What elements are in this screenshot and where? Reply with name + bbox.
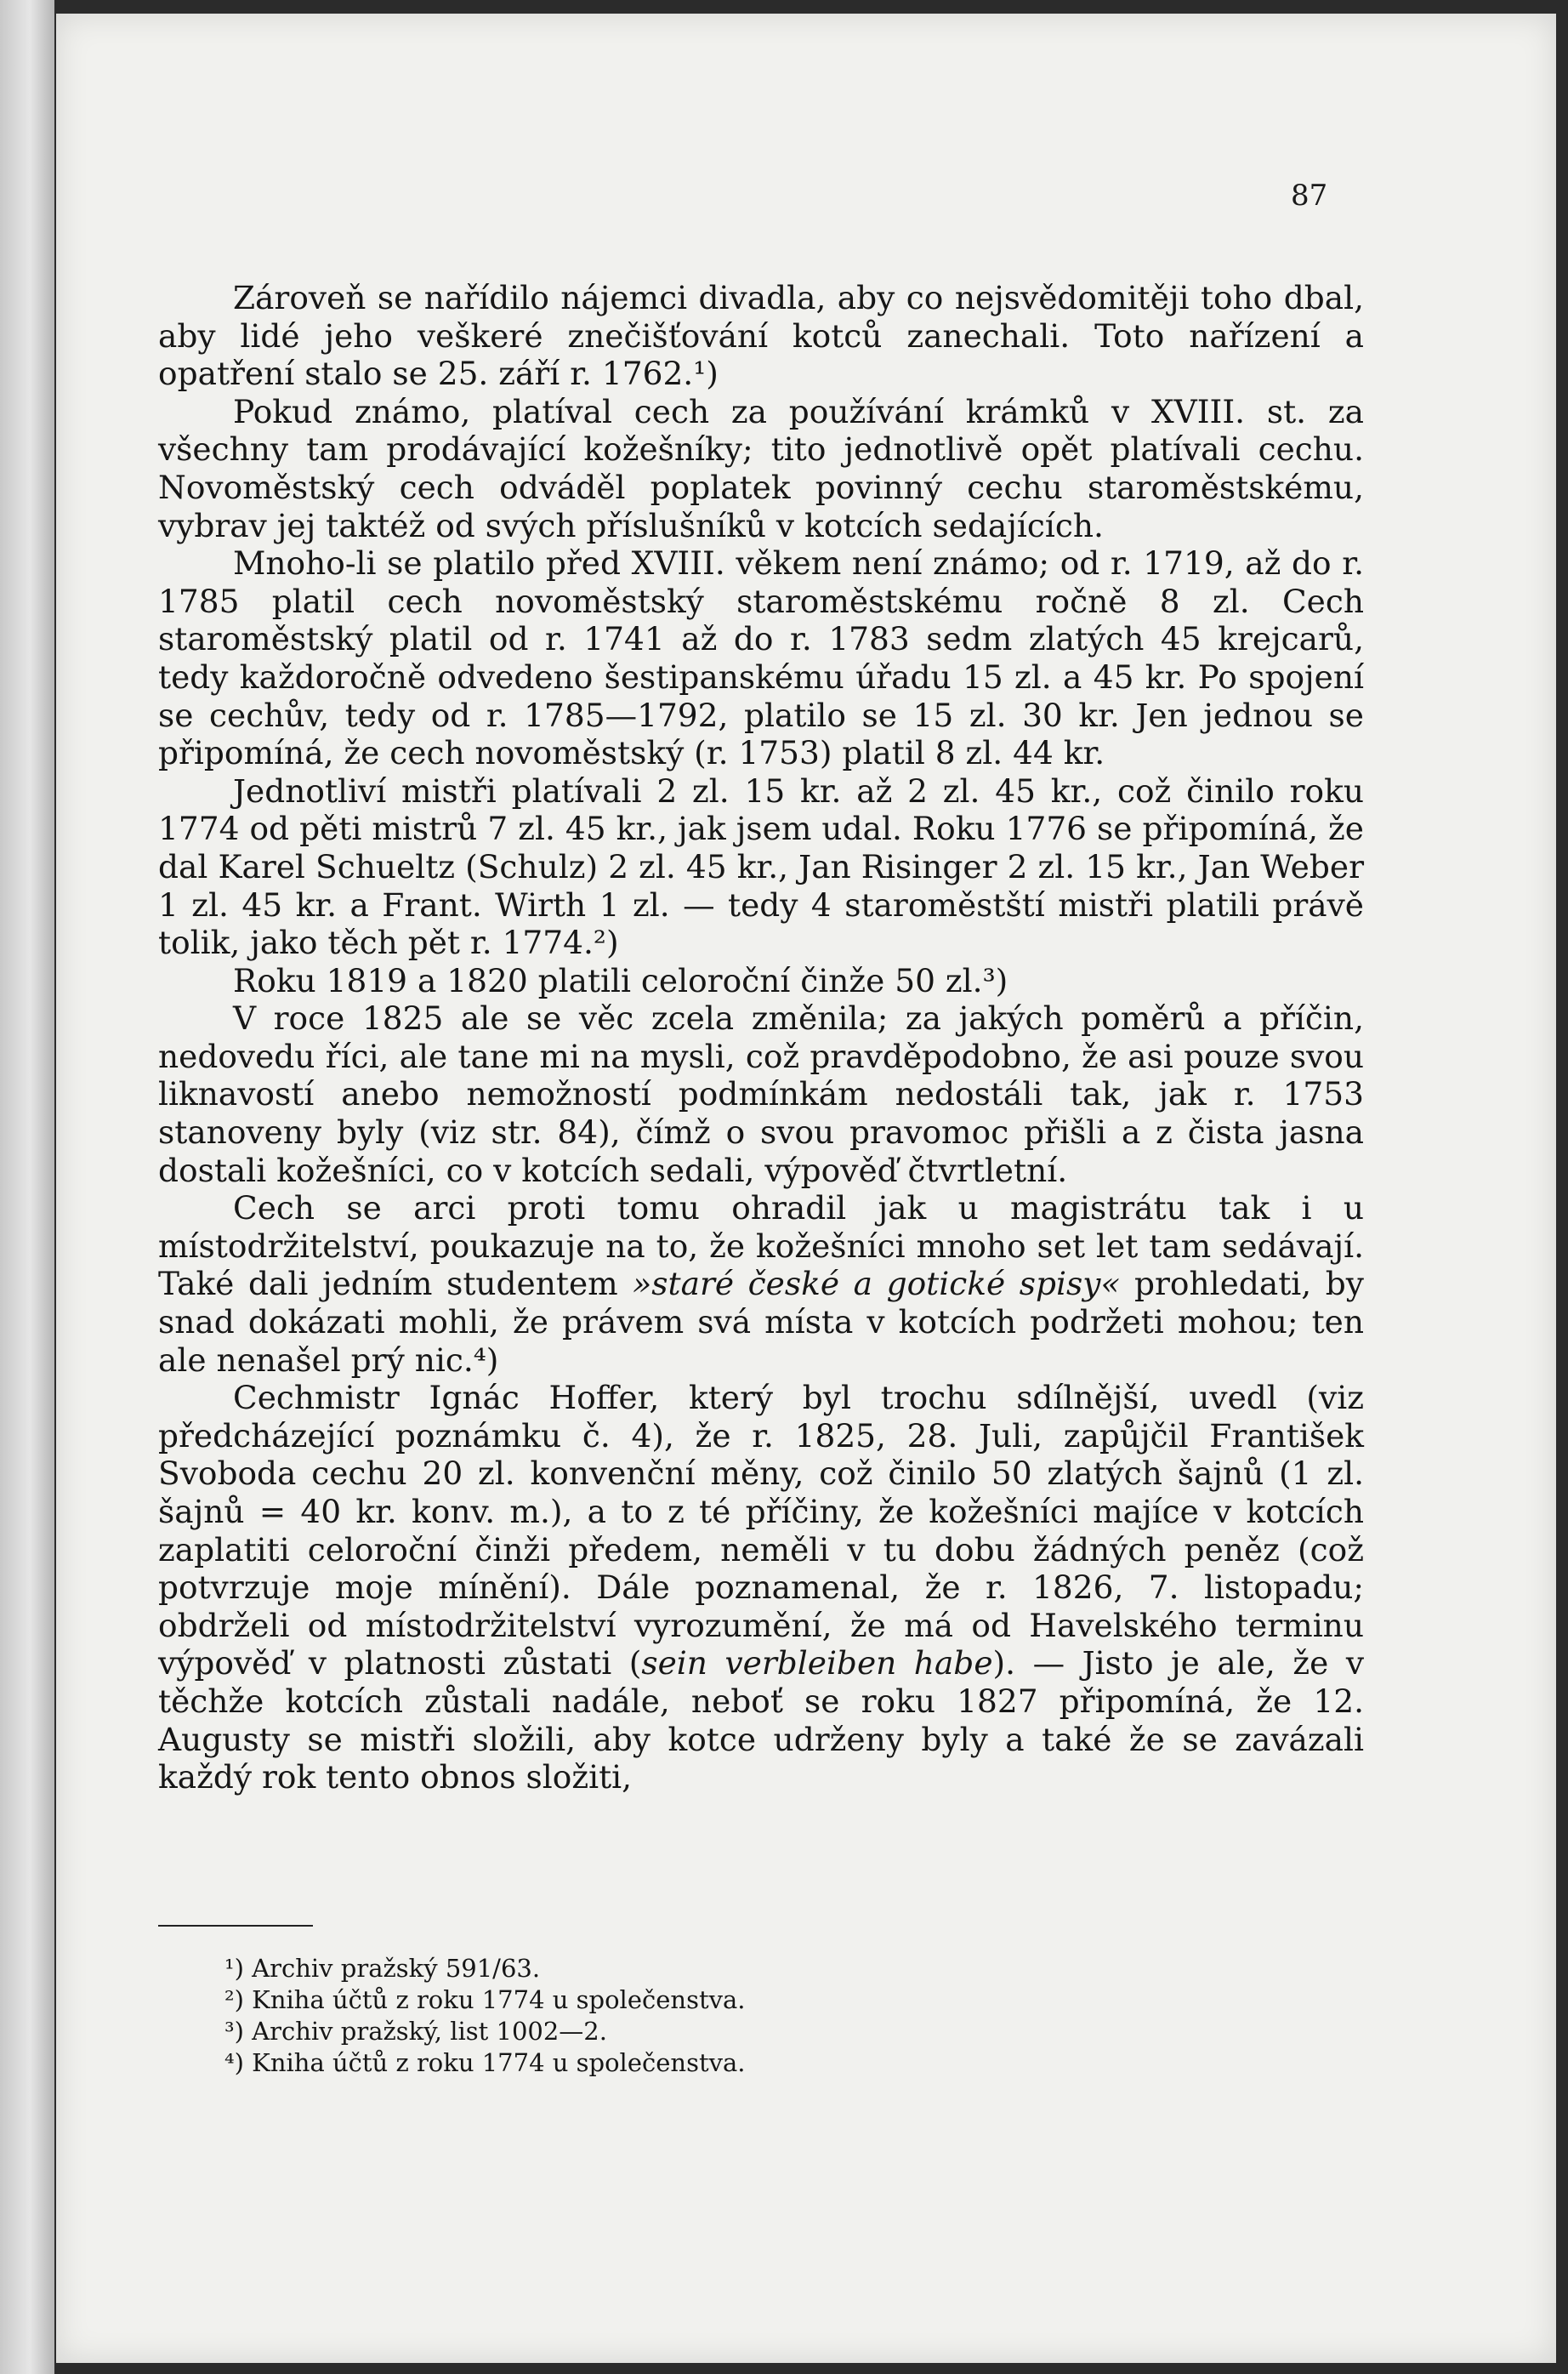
footnote-text: Archiv pražský 591/63. bbox=[252, 1954, 541, 1983]
footnote bbox=[224, 1984, 990, 2016]
paragraph: Roku 1819 a 1820 platili celoroční činže 50 zl.³) bbox=[233, 961, 1008, 999]
paragraph: V roce 1825 ale se věc zcela změnila; za jakých poměrů a příčin, nedovedu říci, ale tane mi na mysli, což pravděpodobno, že asi pouze svou liknavostí anebo nemožností podmínkám nedostáli tak, jak r. 1753 stanoveny byly (viz str. 84), čímž o svou pravomoc přišli a z čista jasna dostali kožešníci, co v kotcích sedali, výpověď čtvrtletní. bbox=[158, 999, 1364, 1189]
paragraph-text: ). — Jisto je ale, že v těchže kotcích zůstali nadále, neboť se roku 1827 připomíná, že 12. Augusty se mistři složili, aby kotce udrženy byly a také že se zavázali každý rok tento obnos složiti, bbox=[158, 1644, 1365, 1796]
footnote bbox=[224, 2016, 990, 2047]
footnote-mark: ³) bbox=[224, 2017, 244, 2046]
footnote bbox=[224, 1953, 990, 1984]
scan-edge bbox=[0, 0, 54, 2374]
italic-phrase: sein verbleiben habe bbox=[641, 1644, 993, 1682]
footnote-text: Archiv pražský, list 1002—2. bbox=[252, 2017, 607, 2046]
paragraph-text: prohledati, by snad dokázati mohli, že právem svá místa v kotcích podržeti mohou; ten ale nenašel prý nic.⁴) bbox=[158, 1265, 1364, 1379]
footnote bbox=[224, 2047, 990, 2079]
italic-quote: »staré české a gotické spisy« bbox=[632, 1265, 1121, 1303]
footnote-mark: ¹) bbox=[224, 1954, 244, 1983]
paragraph-text: Cechmistr Ignác Hoffer, který byl trochu sdílnější, uvedl (viz předcházející poznámku č. 4), že r. 1825, 28. Juli, zapůjčil František Svoboda cechu 20 zl. konvenční měny, což činilo 50 zlatých šajnů (1 zl. šajnů = 40 kr. konv. m.), a to z té příčiny, že kožešníci majíce v kotcích zaplatiti celoroční činži předem, neměli v tu dobu žádných peněz (což potvrzuje moje mínění). Dále poznamenal, že r. 1826, 7. listopadu; obdrželi od místodržitelství vyrozumění, že má od Havelského terminu výpověď v platnosti zůstati ( bbox=[158, 1379, 1364, 1682]
page-number: 87 bbox=[1291, 179, 1328, 213]
paragraph: Pokud známo, platíval cech za používání krámků v XVIII. st. za všechny tam prodávající kožešníky; tito jednotlivě opět platívali cechu. Novoměstský cech odváděl poplatek povinný cechu staroměstskému, vybrav jej taktéž od svých příslušníků v kotcích sedajících. bbox=[158, 392, 1364, 544]
paragraph-text: Cech se arci proti tomu ohradil jak u magistrátu tak i u místodržitelství, poukazuje na to, že kožešníci mnoho set let tam sedávají. Také dali jedním studentem bbox=[158, 1189, 1364, 1303]
paragraph bbox=[158, 1379, 1364, 1796]
body-text bbox=[158, 279, 1364, 1796]
footnote-mark: ²) bbox=[224, 1985, 244, 2014]
footnote-divider bbox=[158, 1925, 313, 1927]
paragraph: Zároveň se nařídilo nájemci divadla, aby co nejsvědomitěji toho dbal, aby lidé jeho veškeré znečišťování kotců zanechali. Toto nařízení a opatření stalo se 25. září r. 1762.¹) bbox=[158, 279, 1364, 393]
book-page bbox=[56, 14, 1556, 2363]
paragraph: Mnoho-li se platilo před XVIII. věkem není známo; od r. 1719, až do r. 1785 platil cech novoměstský staroměstskému ročně 8 zl. Cech staroměstský platil od r. 1741 až do r. 1783 sedm zlatých 45 krejcarů, tedy každoročně odvedeno šestipanskému úřadu 15 zl. a 45 kr. Po spojení se cechův, tedy od r. 1785—1792, platilo se 15 zl. 30 kr. Jen jednou se připomíná, že cech novoměstský (r. 1753) platil 8 zl. 44 kr. bbox=[158, 544, 1364, 772]
footnotes bbox=[224, 1953, 990, 2079]
footnote-text: Kniha účtů z roku 1774 u společenstva. bbox=[252, 1985, 746, 2014]
footnote-text: Kniha účtů z roku 1774 u společenstva. bbox=[252, 2048, 746, 2077]
paragraph: Jednotliví mistři platívali 2 zl. 15 kr. až 2 zl. 45 kr., což činilo roku 1774 od pěti mistrů 7 zl. 45 kr., jak jsem udal. Roku 1776 se připomíná, že dal Karel Schueltz (Schulz) 2 zl. 45 kr., Jan Risinger 2 zl. 15 kr., Jan Weber 1 zl. 45 kr. a Frant. Wirth 1 zl. — tedy 4 staroměstští mistři platili právě tolik, jako těch pět r. 1774.²) bbox=[158, 771, 1364, 962]
footnote-mark: ⁴) bbox=[224, 2048, 244, 2077]
paragraph bbox=[158, 1189, 1364, 1379]
